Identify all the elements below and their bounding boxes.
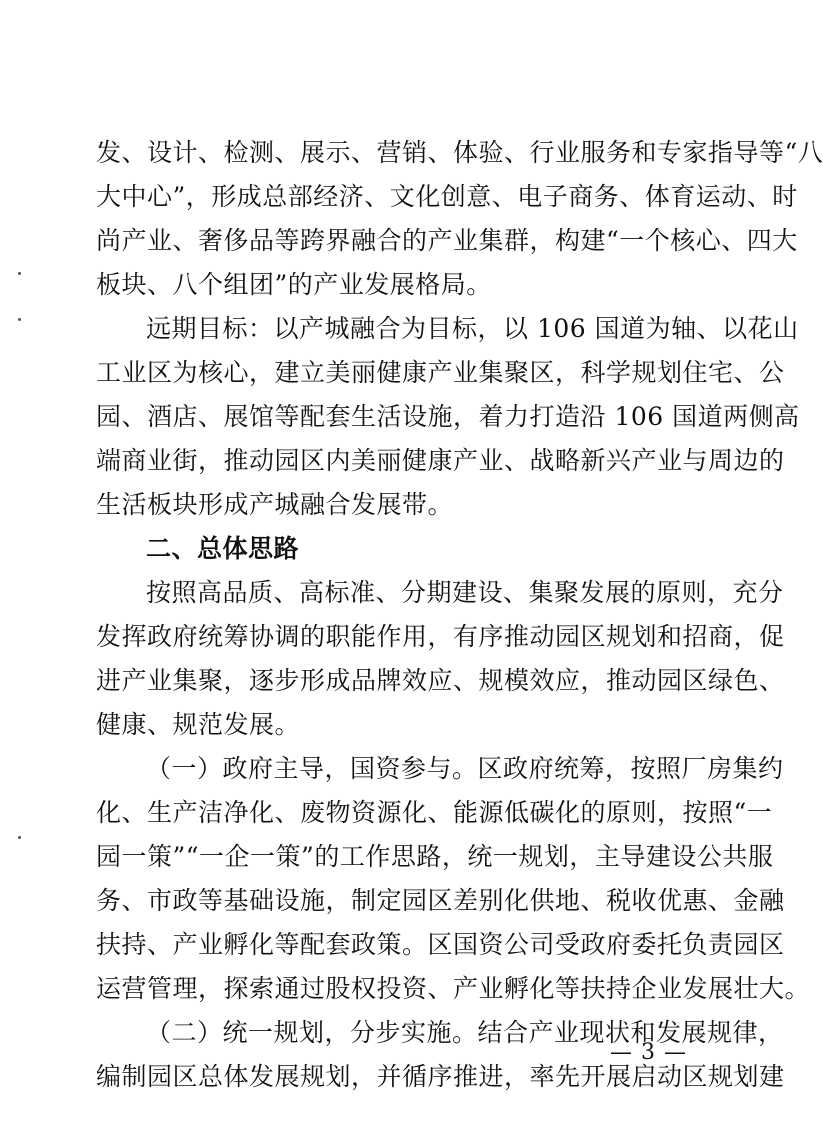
text-line: 运营管理，探索通过股权投资、产业孵化等扶持企业发展壮大。 — [96, 974, 811, 1003]
text-line: 园、酒店、展馆等配套生活设施，着力打造沿 106 国道两侧高 — [96, 402, 800, 431]
text-line: （二）统一规划，分步实施。结合产业现状和发展规律， — [146, 1018, 784, 1047]
page-number: — 3 — — [610, 1040, 687, 1065]
text-line: 扶持、产业孵化等配套政策。区国资公司受政府委托负责园区 — [96, 930, 785, 959]
text-line: 生活板块形成产城融合发展带。 — [96, 490, 454, 519]
text-line: 进产业集聚，逐步形成品牌效应、规模效应，推动园区绿色、 — [96, 666, 785, 695]
text-line: 园一策”“一企一策”的工作思路，统一规划，主导建设公共服 — [96, 842, 774, 871]
text-line: 远期目标：以产城融合为目标，以 106 国道为轴、以花山 — [146, 314, 799, 343]
scan-mark — [18, 836, 21, 839]
text-line: 化、生产洁净化、废物资源化、能源低碳化的原则，按照“一 — [96, 798, 773, 827]
text-line: 端商业街，推动园区内美丽健康产业、战略新兴产业与周边的 — [96, 446, 785, 475]
text-line: 大中心”，形成总部经济、文化创意、电子商务、体育运动、时 — [96, 182, 798, 211]
section-heading: 二、总体思路 — [146, 534, 300, 563]
text-line: （一）政府主导，国资参与。区政府统筹，按照厂房集约 — [146, 754, 784, 783]
text-line: 尚产业、奢侈品等跨界融合的产业集群，构建“一个核心、四大 — [96, 226, 798, 255]
text-line: 务、市政等基础设施，制定园区差别化供地、税收优惠、金融 — [96, 886, 785, 915]
scan-mark — [18, 318, 21, 321]
text-line: 发、设计、检测、展示、营销、体验、行业服务和专家指导等“八 — [96, 138, 823, 167]
text-line: 工业区为核心，建立美丽健康产业集聚区，科学规划住宅、公 — [96, 358, 785, 387]
text-line: 编制园区总体发展规划，并循序推进，率先开展启动区规划建 — [96, 1062, 785, 1091]
text-line: 板块、八个组团”的产业发展格局。 — [96, 270, 492, 299]
text-line: 健康、规范发展。 — [96, 710, 301, 739]
scan-mark — [18, 272, 21, 275]
text-line: 按照高品质、高标准、分期建设、集聚发展的原则，充分 — [146, 578, 784, 607]
body-text — [96, 131, 823, 1099]
text-line: 发挥政府统筹协调的职能作用，有序推动园区规划和招商，促 — [96, 622, 785, 651]
